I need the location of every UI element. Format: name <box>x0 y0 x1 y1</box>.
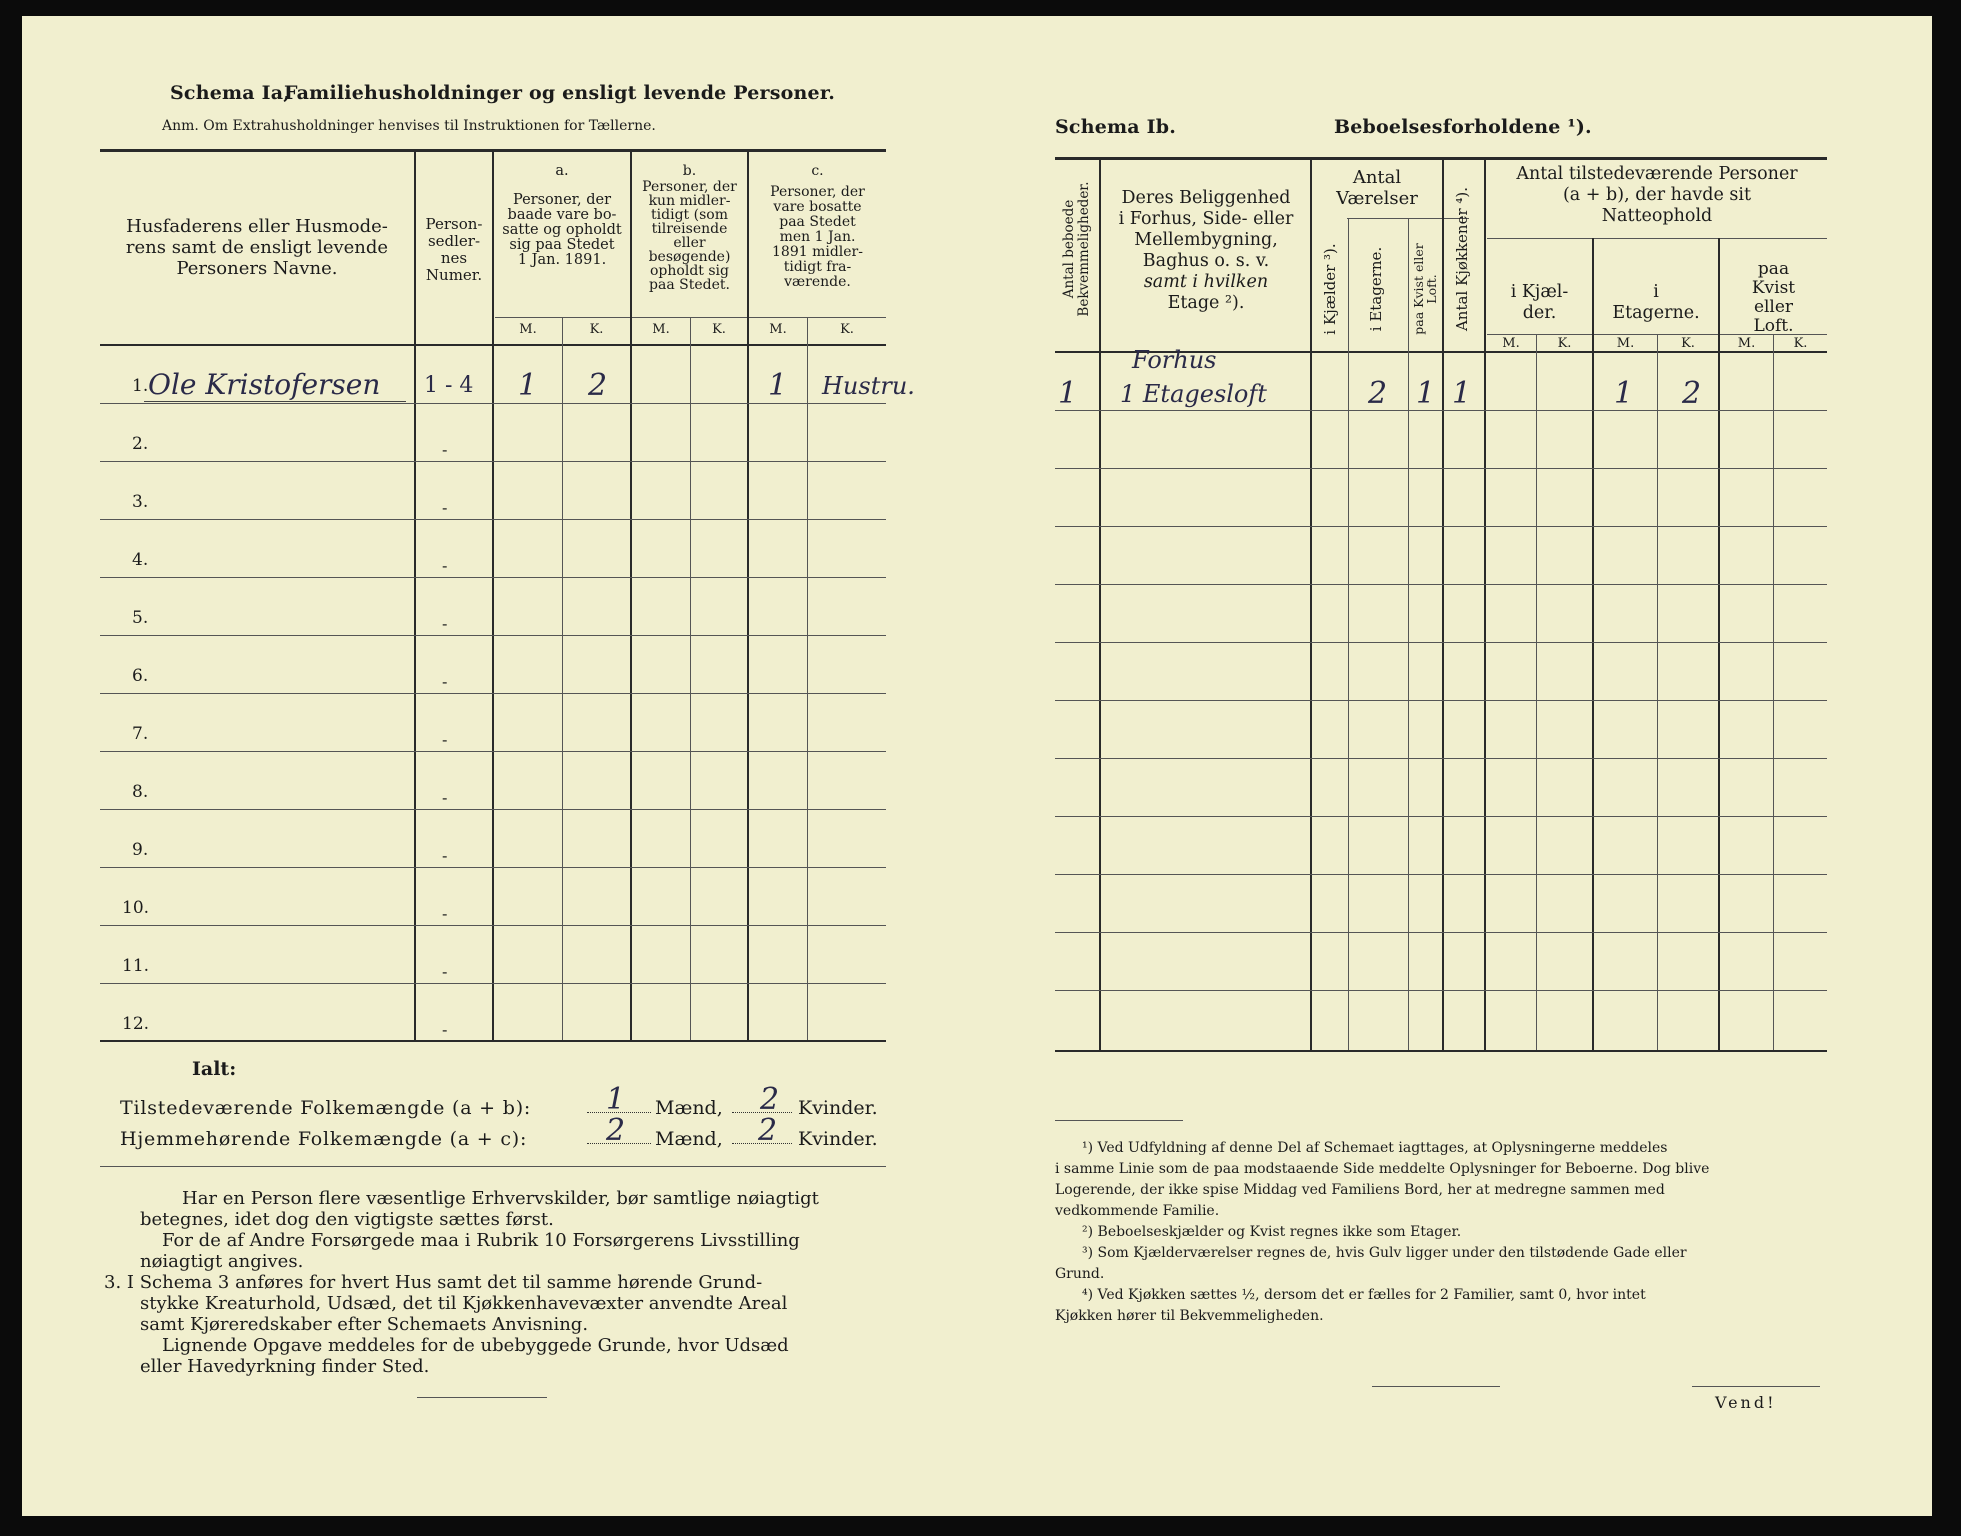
col-divider <box>1773 334 1774 1050</box>
row-dash: - <box>442 672 448 691</box>
row1-c-note: Hustru. <box>822 372 915 400</box>
sub-etagerne-header: i Etagerne. <box>1612 282 1700 323</box>
mk-label: M. <box>1616 336 1635 351</box>
anm-note: Anm. Om Extrahusholdninger henvises til Instruktionen for Tællerne. <box>162 118 656 134</box>
row-rule <box>100 519 886 520</box>
col-etagerne-header: i Etagerne. <box>1367 246 1385 332</box>
mk-label: M. <box>1502 336 1520 351</box>
schema-ib-title: Beboelsesforholdene ¹). <box>1334 116 1592 138</box>
row-number: 10. <box>122 898 150 918</box>
row-dash: - <box>442 440 448 459</box>
r-row1-antal: 1 <box>1058 376 1078 411</box>
vend-label: Vend! <box>1715 1393 1777 1412</box>
footnote-line: ³) Som Kjælderværelser regnes de, hvis Gulv ligger under den tilstødende Gade eller <box>1082 1245 1687 1261</box>
col-divider <box>492 152 494 1040</box>
total1-k: 2 <box>760 1082 780 1117</box>
row-rule <box>1055 642 1827 643</box>
col-divider <box>807 317 808 1040</box>
footnote-line: i samme Linie som de paa modstaaende Side meddelte Oplysninger for Beboerne. Dog blive <box>1055 1161 1710 1177</box>
footnote-rule <box>1055 1120 1183 1121</box>
row-number: 6. <box>132 666 149 686</box>
row-dash: - <box>442 904 448 923</box>
note-line: eller Havedyrkning finder Sted. <box>140 1356 430 1377</box>
note-line: stykke Kreaturhold, Udsæd, det til Kjøkkenhavevæxter anvendte Areal <box>140 1293 788 1314</box>
footnote-line: vedkommende Familie. <box>1055 1203 1220 1219</box>
mk-label: K. <box>1557 336 1572 351</box>
footnote-line: Kjøkken hører til Bekvemmeligheden. <box>1055 1308 1324 1324</box>
col-vaerelser-header: Antal Værelser <box>1336 167 1418 209</box>
row-rule <box>100 635 886 636</box>
row-rule <box>1055 932 1827 933</box>
r-row1-kjokken: 1 <box>1452 376 1472 411</box>
col-divider <box>1099 160 1101 1050</box>
row-number: 2. <box>132 434 149 454</box>
mk-label: M. <box>1737 336 1756 351</box>
col-a-header: a. Personer, der baade vare bo- satte og opholdt sig paa Stedet 1 Jan. 1891. <box>502 163 622 268</box>
footnote-line: ¹) Ved Udfyldning af denne Del af Schemaet iagttages, at Oplysningerne meddeles <box>1082 1140 1668 1156</box>
table-bottom-rule <box>100 1040 886 1042</box>
col-divider <box>1310 160 1312 1050</box>
col-names-header: Husfaderens eller Husmode- rens samt de ensligt levende Personers Navne. <box>125 216 389 279</box>
tilstede-rule <box>1487 238 1827 239</box>
col-kvist-header: paa Kvist eller Loft. <box>1411 243 1439 335</box>
r-row1-et-m: 1 <box>1614 376 1634 411</box>
row-rule <box>100 925 886 926</box>
total2-m: 2 <box>606 1113 626 1148</box>
total2-kvinder: Kvinder. <box>798 1128 878 1150</box>
note-line: 3. I Schema 3 anføres for hvert Hus samt det til samme hørende Grund- <box>104 1272 763 1293</box>
total1-label: Tilstedeværende Folkemængde (a + b): <box>120 1097 532 1119</box>
col-divider <box>1592 238 1594 1050</box>
row-rule <box>100 983 886 984</box>
r-row1-et-k: 2 <box>1682 376 1702 411</box>
row-dash: - <box>442 556 448 575</box>
row-rule <box>100 867 886 868</box>
note-line: Har en Person flere væsentlige Erhvervskilder, bør samtlige nøiagtigt <box>182 1188 819 1209</box>
col-c-header: c. Personer, der vare bosatte paa Stedet men 1 Jan. 1891 midler- tidigt fra- værende. <box>770 163 865 290</box>
schema-ia-label: Schema Ia, <box>170 82 291 104</box>
end-rule <box>1372 1386 1500 1387</box>
row-rule <box>1055 874 1827 875</box>
row-rule <box>1055 526 1827 527</box>
ialt-label: Ialt: <box>192 1058 237 1080</box>
footnote-line: Logerende, der ikke spise Middag ved Familiens Bord, her at medregne sammen med <box>1055 1182 1665 1198</box>
col-persons-header: Person- sedler- nes Numer. <box>425 215 483 284</box>
note-line: samt Kjøreredskaber efter Schemaets Anvisning. <box>140 1314 589 1335</box>
schema-ib-label: Schema Ib. <box>1055 116 1177 138</box>
row-rule <box>100 693 886 694</box>
total2-maend: Mænd, <box>655 1128 723 1150</box>
row1-c-m: 1 <box>768 368 788 403</box>
schema-ia-title: Familiehusholdninger og ensligt levende Personer. <box>284 82 836 104</box>
table-bottom-rule <box>1055 1050 1827 1052</box>
total1-kvinder: Kvinder. <box>798 1097 878 1119</box>
row-dash: - <box>442 788 448 807</box>
r-row1-v-etagerne: 2 <box>1368 376 1388 411</box>
end-rule <box>417 1397 547 1398</box>
note-line: nøiagtigt angives. <box>140 1251 304 1272</box>
total2-k: 2 <box>758 1113 778 1148</box>
row-dash: - <box>442 1020 448 1039</box>
row-rule <box>1055 758 1827 759</box>
col-divider <box>1536 334 1537 1050</box>
r-row1-v-kvist: 1 <box>1416 376 1436 411</box>
mk-label: K. <box>840 322 854 337</box>
footnote-line: ²) Beboelseskjælder og Kvist regnes ikke som Etager. <box>1082 1224 1462 1240</box>
row-rule <box>1055 410 1827 411</box>
totals-rule <box>100 1166 886 1167</box>
row-dash: - <box>442 846 448 865</box>
row-rule <box>1055 816 1827 817</box>
row-number: 8. <box>132 782 149 802</box>
mk-label: K. <box>1681 336 1695 351</box>
col-divider <box>562 317 563 1040</box>
mk-label: M. <box>769 322 787 337</box>
footnote-line: ⁴) Ved Kjøkken sættes ½, dersom det er fælles for 2 Familier, samt 0, hvor intet <box>1082 1287 1646 1303</box>
row-dash: - <box>442 614 448 633</box>
col-beliggenhed-header: Deres Beliggenhed i Forhus, Side- eller Mellembygning, Baghus o. s. v. samt i hvilken Etage ²). <box>1118 188 1294 313</box>
sub-kjaelder-header: i Kjæl- der. <box>1510 282 1569 323</box>
total1-m: 1 <box>606 1082 626 1117</box>
row-rule <box>100 577 886 578</box>
col-tilstede-header: Antal tilstedeværende Personer (a + b), der havde sit Natteophold <box>1516 164 1798 226</box>
row-dash: - <box>442 498 448 517</box>
row1-persons: 1 - 4 <box>424 373 474 398</box>
row-number: 4. <box>132 550 149 570</box>
row-number: 7. <box>132 724 149 744</box>
col-divider <box>414 152 416 1040</box>
col-divider <box>1348 218 1349 1050</box>
col-kjokkener-header: Antal Kjøkkener ⁴). <box>1453 186 1471 332</box>
row-number: 1. <box>132 376 149 396</box>
r-row1-bel-line1: Forhus <box>1132 346 1217 374</box>
mk-label: M. <box>652 322 670 337</box>
r-row1-bel-line2: 1 Etagesloft <box>1120 380 1267 408</box>
row-number: 12. <box>122 1014 150 1034</box>
row-rule <box>100 809 886 810</box>
col-divider <box>1718 238 1720 1050</box>
col-divider <box>690 317 691 1040</box>
mk-label: K. <box>1793 336 1808 351</box>
row-rule <box>1055 700 1827 701</box>
row-rule <box>1055 584 1827 585</box>
row-rule <box>100 751 886 752</box>
row-rule <box>1055 990 1827 991</box>
col-divider <box>1657 334 1658 1050</box>
row-number: 11. <box>122 956 150 976</box>
census-form-page <box>22 16 1932 1516</box>
row-rule <box>1055 468 1827 469</box>
col-b-header: b. Personer, der kun midler- tidigt (som tilreisende eller besøgende) opholdt sig paa Stedet. <box>642 163 737 293</box>
row-number: 5. <box>132 608 149 628</box>
row-number: 9. <box>132 840 149 860</box>
row1-name: Ole Kristofersen <box>148 368 381 401</box>
row-number: 3. <box>132 492 149 512</box>
vend-rule <box>1692 1386 1820 1387</box>
sub-kvist-header: paa Kvist eller Loft. <box>1751 259 1796 336</box>
row-dash: - <box>442 962 448 981</box>
note-line: betegnes, idet dog den vigtigste sættes først. <box>140 1209 554 1230</box>
note-line: For de af Andre Forsørgede maa i Rubrik 10 Forsørgerens Livsstilling <box>162 1230 800 1251</box>
total1-maend: Mænd, <box>655 1097 723 1119</box>
col-divider <box>1484 160 1486 1050</box>
mk-label: K. <box>589 322 604 337</box>
row-dash: - <box>442 730 448 749</box>
row1-a-m: 1 <box>518 368 538 403</box>
total2-label: Hjemmehørende Folkemængde (a + c): <box>120 1128 528 1150</box>
mk-label: M. <box>519 322 537 337</box>
col-divider <box>1442 160 1444 1050</box>
table-top-rule <box>1055 157 1827 160</box>
col-kjaelder-header: i Kjælder ³). <box>1321 243 1339 335</box>
col-divider <box>1408 218 1409 1050</box>
name-underline <box>144 401 406 402</box>
row-rule <box>100 403 886 404</box>
mk-label: K. <box>712 322 726 337</box>
row-rule <box>100 461 886 462</box>
row1-a-k: 2 <box>588 368 608 403</box>
col-antal-bekv-header: Antal beboede Bekvemmeligheder. <box>1061 181 1092 317</box>
note-line: Lignende Opgave meddeles for de ubebyggede Grunde, hvor Udsæd <box>162 1335 789 1356</box>
footnote-line: Grund. <box>1055 1266 1105 1282</box>
